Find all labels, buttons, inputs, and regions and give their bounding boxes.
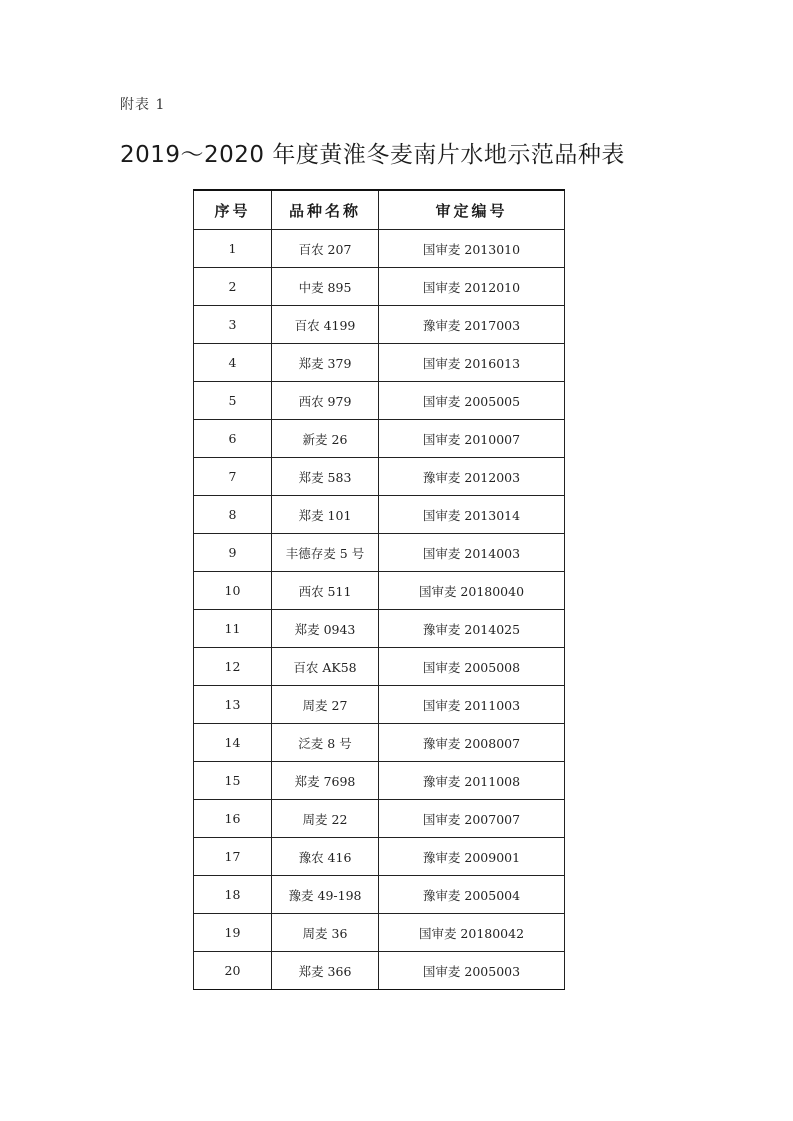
annex-label: 附表 1	[120, 97, 166, 113]
variety-name-cell: 郑麦 366	[272, 952, 379, 990]
variety-name-cell: 西农 511	[272, 572, 379, 610]
row-number-cell: 1	[194, 230, 272, 268]
approval-code-cell: 国审麦 2007007	[379, 800, 565, 838]
approval-code-cell: 国审麦 2012010	[379, 268, 565, 306]
variety-name-cell: 郑麦 7698	[272, 762, 379, 800]
approval-code-cell: 国审麦 2014003	[379, 534, 565, 572]
approval-code-cell: 国审麦 2005008	[379, 648, 565, 686]
approval-code-cell: 国审麦 2013014	[379, 496, 565, 534]
approval-code-cell: 国审麦 2005003	[379, 952, 565, 990]
table-row	[194, 838, 565, 876]
table-row	[194, 686, 565, 724]
variety-name-cell: 中麦 895	[272, 268, 379, 306]
variety-name-cell: 郑麦 101	[272, 496, 379, 534]
table-row	[194, 230, 565, 268]
page-title: 2019～2020 年度黄淮冬麦南片水地示范品种表	[120, 142, 625, 168]
table-row	[194, 534, 565, 572]
column-header-variety-name: 品种名称	[272, 190, 379, 230]
variety-name-cell: 丰德存麦 5 号	[272, 534, 379, 572]
row-number-cell: 12	[194, 648, 272, 686]
column-header-approval-code: 审定编号	[379, 190, 565, 230]
table-row	[194, 306, 565, 344]
table-row	[194, 496, 565, 534]
variety-name-cell: 郑麦 0943	[272, 610, 379, 648]
row-number-cell: 11	[194, 610, 272, 648]
variety-name-cell: 豫麦 49-198	[272, 876, 379, 914]
row-number-cell: 17	[194, 838, 272, 876]
row-number-cell: 10	[194, 572, 272, 610]
variety-name-cell: 豫农 416	[272, 838, 379, 876]
table-row	[194, 610, 565, 648]
approval-code-cell: 豫审麦 2008007	[379, 724, 565, 762]
approval-code-cell: 国审麦 20180042	[379, 914, 565, 952]
row-number-cell: 18	[194, 876, 272, 914]
table-row	[194, 572, 565, 610]
approval-code-cell: 国审麦 2011003	[379, 686, 565, 724]
row-number-cell: 4	[194, 344, 272, 382]
table-row	[194, 724, 565, 762]
row-number-cell: 8	[194, 496, 272, 534]
approval-code-cell: 国审麦 2016013	[379, 344, 565, 382]
varieties-table	[193, 189, 565, 990]
row-number-cell: 2	[194, 268, 272, 306]
column-header-number: 序号	[194, 190, 272, 230]
approval-code-cell: 国审麦 2005005	[379, 382, 565, 420]
table-body	[194, 230, 565, 990]
row-number-cell: 13	[194, 686, 272, 724]
row-number-cell: 14	[194, 724, 272, 762]
table-row	[194, 800, 565, 838]
row-number-cell: 20	[194, 952, 272, 990]
variety-name-cell: 周麦 22	[272, 800, 379, 838]
variety-name-cell: 百农 4199	[272, 306, 379, 344]
row-number-cell: 6	[194, 420, 272, 458]
table-row	[194, 952, 565, 990]
variety-name-cell: 郑麦 583	[272, 458, 379, 496]
approval-code-cell: 豫审麦 2011008	[379, 762, 565, 800]
approval-code-cell: 豫审麦 2012003	[379, 458, 565, 496]
variety-name-cell: 郑麦 379	[272, 344, 379, 382]
row-number-cell: 16	[194, 800, 272, 838]
approval-code-cell: 豫审麦 2009001	[379, 838, 565, 876]
table-header-row	[194, 190, 565, 230]
approval-code-cell: 国审麦 20180040	[379, 572, 565, 610]
table-row	[194, 762, 565, 800]
variety-name-cell: 泛麦 8 号	[272, 724, 379, 762]
row-number-cell: 5	[194, 382, 272, 420]
approval-code-cell: 豫审麦 2005004	[379, 876, 565, 914]
variety-name-cell: 百农 AK58	[272, 648, 379, 686]
variety-name-cell: 周麦 36	[272, 914, 379, 952]
table-row	[194, 914, 565, 952]
approval-code-cell: 豫审麦 2014025	[379, 610, 565, 648]
approval-code-cell: 国审麦 2013010	[379, 230, 565, 268]
row-number-cell: 7	[194, 458, 272, 496]
table-row	[194, 876, 565, 914]
approval-code-cell: 国审麦 2010007	[379, 420, 565, 458]
table-row	[194, 648, 565, 686]
approval-code-cell: 豫审麦 2017003	[379, 306, 565, 344]
variety-name-cell: 周麦 27	[272, 686, 379, 724]
table-row	[194, 382, 565, 420]
variety-name-cell: 新麦 26	[272, 420, 379, 458]
variety-name-cell: 西农 979	[272, 382, 379, 420]
table-row	[194, 420, 565, 458]
row-number-cell: 3	[194, 306, 272, 344]
table-row	[194, 458, 565, 496]
row-number-cell: 15	[194, 762, 272, 800]
table-row	[194, 344, 565, 382]
row-number-cell: 9	[194, 534, 272, 572]
variety-name-cell: 百农 207	[272, 230, 379, 268]
row-number-cell: 19	[194, 914, 272, 952]
table-row	[194, 268, 565, 306]
